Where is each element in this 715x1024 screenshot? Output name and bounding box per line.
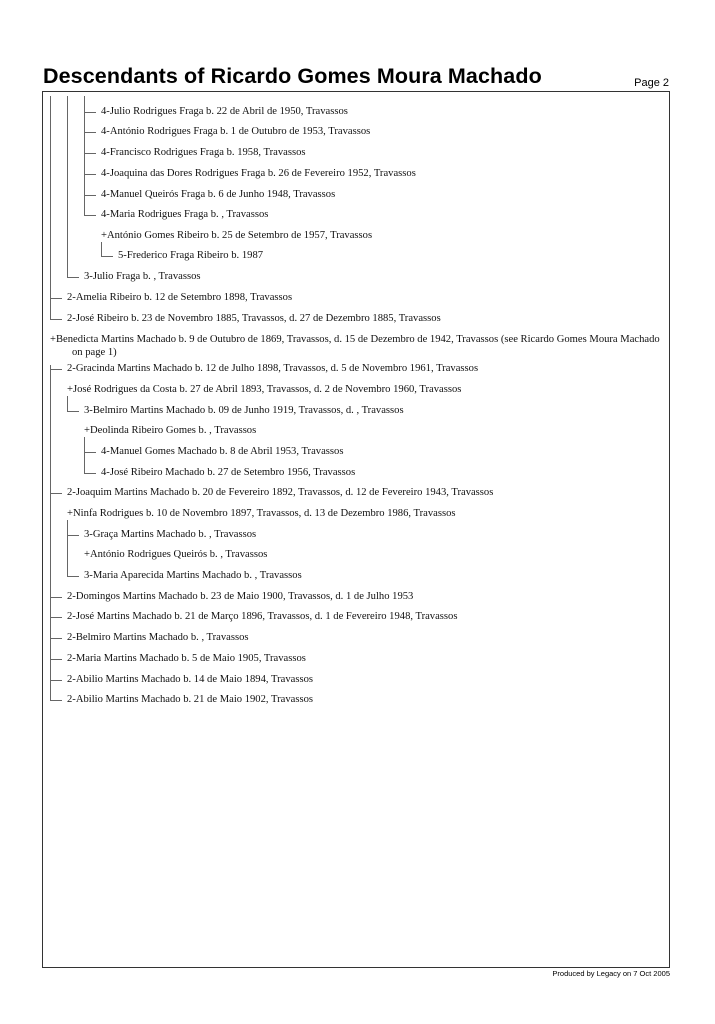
spouse-entry: +António Rodrigues Queirós b. , Travassos (84, 549, 268, 560)
tree-connector (50, 680, 62, 681)
tree-connector (50, 659, 62, 660)
footer-credit: Produced by Legacy on 7 Oct 2005 (552, 969, 670, 978)
descendant-entry: 4-Manuel Gomes Machado b. 8 de Abril 1953, Travassos (101, 446, 344, 457)
descendant-entry: 4-Julio Rodrigues Fraga b. 22 de Abril de 1950, Travassos (101, 106, 348, 117)
tree-connector (101, 256, 113, 257)
tree-connector (84, 132, 96, 133)
spouse-entry: +Deolinda Ribeiro Gomes b. , Travassos (84, 425, 257, 436)
tree-connector (50, 700, 62, 701)
descendant-entry: 4-Manuel Queirós Fraga b. 6 de Junho 1948, Travassos (101, 189, 336, 200)
descendant-entry: 4-Maria Rodrigues Fraga b. , Travassos (101, 209, 269, 220)
tree-connector (84, 96, 85, 215)
descendant-entry: 4-Francisco Rodrigues Fraga b. 1958, Travassos (101, 147, 306, 158)
spouse-entry: +José Rodrigues da Costa b. 27 de Abril 1893, Travassos, d. 2 de Novembro 1960, Travassos (67, 384, 462, 395)
tree-connector (50, 638, 62, 639)
descendant-entry: 3-Belmiro Martins Machado b. 09 de Junho 1919, Travassos, d. , Travassos (84, 405, 404, 416)
tree-connector (50, 597, 62, 598)
tree-connector (84, 452, 96, 453)
descendant-entry: 2-Belmiro Martins Machado b. , Travassos (67, 632, 249, 643)
descendant-entry: 2-Domingos Martins Machado b. 23 de Maio 1900, Travassos, d. 1 de Julho 1953 (67, 591, 414, 602)
tree-connector (84, 153, 96, 154)
tree-connector (101, 242, 102, 256)
tree-connector (67, 96, 68, 277)
spouse-entry: +Ninfa Rodrigues b. 10 de Novembro 1897, Travassos, d. 13 de Dezembro 1986, Travassos (67, 508, 456, 519)
tree-connector (50, 298, 62, 299)
descendant-entry: 5-Frederico Fraga Ribeiro b. 1987 (118, 250, 264, 261)
descendant-entry: 3-Maria Aparecida Martins Machado b. , Travassos (84, 570, 302, 581)
tree-connector (84, 195, 96, 196)
tree-connector (84, 112, 96, 113)
descendant-entry: 3-Graça Martins Machado b. , Travassos (84, 529, 257, 540)
tree-connector (67, 396, 68, 411)
tree-connector (50, 365, 51, 700)
descendant-entry: 2-Abilio Martins Machado b. 21 de Maio 1902, Travassos (67, 694, 313, 705)
tree-connector (67, 535, 79, 536)
tree-connector (50, 493, 62, 494)
descendant-entry: 2-Gracinda Martins Machado b. 12 de Julho 1898, Travassos, d. 5 de Novembro 1961, Travassos (67, 363, 479, 374)
descendant-entry: 3-Julio Fraga b. , Travassos (84, 271, 201, 282)
tree-connector (84, 473, 96, 474)
descendant-entry: 2-Abilio Martins Machado b. 14 de Maio 1894, Travassos (67, 674, 313, 685)
descendant-entry: 2-Amelia Ribeiro b. 12 de Setembro 1898, Travassos (67, 292, 293, 303)
descendant-entry: 4-José Ribeiro Machado b. 27 de Setembro 1956, Travassos (101, 467, 356, 478)
tree-connector (50, 96, 51, 319)
descendant-entry: 4-Joaquina das Dores Rodrigues Fraga b. 26 de Fevereiro 1952, Travassos (101, 168, 416, 179)
tree-connector (84, 437, 85, 473)
page-number: Page 2 (634, 77, 669, 89)
descendant-entry: 2-Maria Martins Machado b. 5 de Maio 1905, Travassos (67, 653, 306, 664)
tree-connector (67, 520, 68, 576)
descendant-entry: 2-José Martins Machado b. 21 de Março 1896, Travassos, d. 1 de Fevereiro 1948, Travassos (67, 611, 458, 622)
tree-connector (50, 369, 62, 370)
spouse-entry: +António Gomes Ribeiro b. 25 de Setembro de 1957, Travassos (101, 230, 373, 241)
tree-connector (50, 319, 62, 320)
descendant-entry: 4-António Rodrigues Fraga b. 1 de Outubro de 1953, Travassos (101, 126, 371, 137)
tree-connector (67, 277, 79, 278)
page-title: Descendants of Ricardo Gomes Moura Machado (43, 64, 542, 88)
tree-connector (67, 576, 79, 577)
tree-connector (67, 411, 79, 412)
spouse-entry: +Benedicta Martins Machado b. 9 de Outubro de 1869, Travassos, d. 15 de Dezembro de 1942, Travassos (see Ricardo Gomes Moura Machado on page 1) (50, 334, 660, 358)
tree-connector (84, 215, 96, 216)
descendant-entry: 2-Joaquim Martins Machado b. 20 de Fevereiro 1892, Travassos, d. 12 de Fevereiro 1943, Travassos (67, 487, 494, 498)
tree-connector (84, 174, 96, 175)
descendant-entry: 2-José Ribeiro b. 23 de Novembro 1885, Travassos, d. 27 de Dezembro 1885, Travassos (67, 313, 441, 324)
tree-connector (50, 617, 62, 618)
